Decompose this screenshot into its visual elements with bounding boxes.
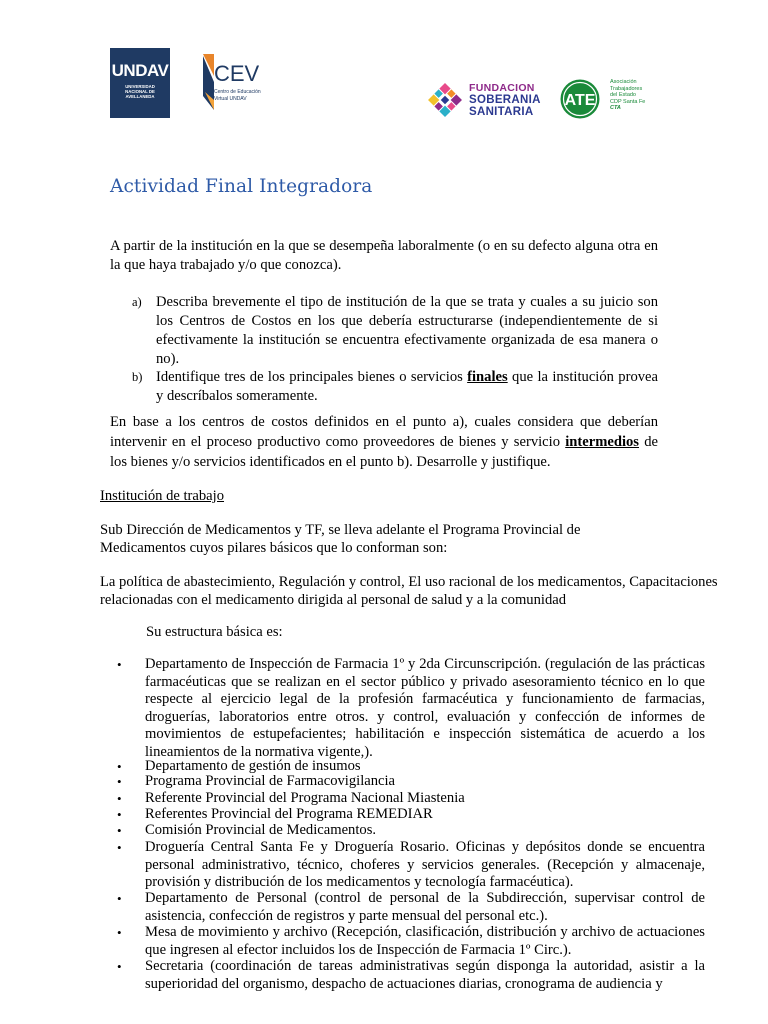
cev-logo-subtitle	[214, 89, 261, 103]
ate-logo-line: del Estado	[610, 92, 636, 98]
bullet-text: Departamento de Personal (control de personal de la Subdirección, supervisar control de asistencia, confección de registros y parte mensual del personal etc.).	[145, 890, 705, 924]
fss-logo-line: FUNDACION	[469, 82, 535, 94]
bullet-icon: •	[117, 791, 122, 806]
ate-logo-mark: ATE	[564, 92, 596, 109]
undav-logo-mark: UNDAV	[111, 61, 169, 80]
fundacion-soberania-sanitaria-logo	[425, 80, 555, 120]
bullet-text: Droguería Central Santa Fe y Droguería Rosario. Oficinas y depósitos donde se encuentra personal administrativo, técnico, choferes y servicios generales. (Recepción y almacenaje, provisión y distribución de los medicamentos y tecnología farmacéutica).	[145, 839, 705, 890]
emphasized-word: finales	[467, 369, 508, 385]
section-heading	[100, 488, 224, 505]
bullet-icon: •	[117, 759, 122, 774]
cev-logo-name: CEV	[214, 61, 260, 86]
ate-logo-emblem	[557, 78, 605, 122]
ate-logo-line: CTA	[610, 105, 621, 111]
bullet-text: Departamento de Inspección de Farmacia 1º y 2da Circunscripción. (regulación de las prácticas farmacéuticas que se realizan en el sector público y privado asesoramiento técnico en lo que respecte al ejercicio legal de la profesión farmacéutica y funcionamiento de farmacias, droguerías, laboratorios entre otros. y control, evaluación y confección de informes de movimientos de estupefacientes; habilitación e inspección sistemática de acuerdo a los lineamientos de la normativa vigente,).	[145, 656, 705, 760]
program-paragraph: Sub Dirección de Medicamentos y TF, se lleva adelante el Programa Provincial de Medicamentos cuyos pilares básicos que lo conforman son:	[100, 522, 581, 556]
intro-paragraph: A partir de la institución en la que se desempeña laboralmente (o en su defecto alguna otra en la que haya trabajado y/o que conozca).	[110, 238, 658, 273]
bullet-text: Comisión Provincial de Medicamentos.	[145, 822, 377, 838]
fss-logo-line: SANITARIA	[469, 106, 534, 118]
bullet-text: Programa Provincial de Farmacovigilancia	[145, 773, 396, 789]
cev-logo	[200, 52, 275, 118]
list-item-text-part: que la institución provea y descríbalos someramente.	[156, 369, 658, 404]
ate-logo	[557, 78, 647, 122]
bullet-text: Mesa de movimiento y archivo (Recepción, clasificación, distribución y archivo de actuaciones que ingresen al efector incluidos los de Inspección de Farmacia 1º Circ.).	[145, 924, 705, 958]
list-item-text: Describa brevemente el tipo de institución de la que se trata y cuales a su juicio son los Centros de Costos en los que debería estructurarse (independientemente de si efectivamente la institución se encuentra efectivamente organizada de esa manera o no).	[156, 294, 658, 367]
ate-logo-line: Trabajadores	[610, 85, 643, 92]
ate-logo-line: Asociación	[610, 79, 637, 85]
paragraph-text-part: En base a los centros de costos definidos en el punto a), cuales considera que deberían intervenir en el proceso productivo como proveedores de bienes y servicio	[110, 414, 658, 450]
list-marker: a)	[132, 295, 142, 309]
structure-heading: Su estructura básica es:	[146, 624, 283, 640]
bullet-icon: •	[117, 891, 122, 906]
fss-logo-line: SOBERANIA	[469, 94, 541, 106]
paragraph-text-part: de los bienes y/o servicios identificados en el punto b). Desarrolle y justifique.	[110, 434, 658, 470]
fss-logo-text	[469, 82, 541, 118]
undav-logo-text	[110, 84, 170, 99]
bullet-icon: •	[117, 840, 122, 855]
bullet-icon: •	[117, 959, 122, 974]
fss-logo-emblem	[425, 80, 465, 120]
ate-logo-text	[610, 79, 645, 112]
bullet-icon: •	[117, 774, 122, 789]
undav-logo	[110, 48, 170, 118]
bullet-icon: •	[117, 823, 122, 838]
bullet-icon: •	[117, 925, 122, 940]
bullet-text: Referentes Provincial del Programa REMEDIAR	[145, 806, 433, 822]
bullet-icon: •	[117, 657, 122, 672]
bullet-icon: •	[117, 807, 122, 822]
bullet-text: Departamento de gestión de insumos	[145, 758, 361, 774]
bullet-text: Secretaria (coordinación de tareas administrativas según disponga la autoridad, asistir a la superioridad del organismo, despacho de actuaciones diarias, cronograma de audiencia y	[145, 958, 705, 992]
undav-logo-line: NACIONAL DE	[125, 89, 155, 94]
cev-logo-line: Virtual UNDAV	[214, 96, 247, 102]
ate-logo-line: CDP Santa Fe	[610, 98, 646, 105]
list-marker: b)	[132, 370, 143, 384]
list-item-text-part: Identifique tres de los principales bienes o servicios	[156, 369, 468, 385]
section-heading-text: Institución de trabajo	[100, 488, 225, 504]
bullet-text: Referente Provincial del Programa Nacional Miastenia	[145, 790, 465, 806]
pillars-paragraph: La política de abastecimiento, Regulación y control, El uso racional de los medicamentos, Capacitaciones relacionadas con el medicamento dirigida al personal de salud y a la comunidad	[100, 574, 718, 608]
undav-logo-line: AVELLANEDA	[125, 94, 155, 99]
centers-paragraph	[110, 412, 658, 472]
emphasized-word: intermedios	[565, 434, 639, 450]
document-title: Actividad Final Integradora	[110, 176, 373, 197]
undav-logo-line: UNIVERSIDAD	[125, 84, 155, 89]
cev-logo-line: Centro de Educación	[214, 89, 261, 95]
list-item-text	[156, 368, 658, 406]
